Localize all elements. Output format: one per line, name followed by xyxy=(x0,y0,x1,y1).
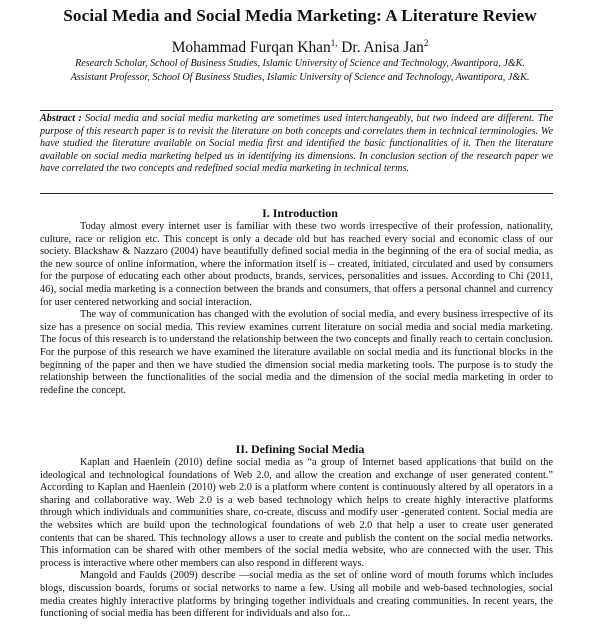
affiliations xyxy=(20,57,580,85)
author-1: Mohammad Furqan Khan xyxy=(171,39,331,57)
defining-social-media-body xyxy=(40,457,553,621)
paragraph: Today almost every internet user is familiar with these two words irrespective of their profession, nationality, culture, race or religion etc. This concept is only a decade old but has reached every social and economic class of our society. Blackshaw & Nazzaro (2004) have beautifully defined social media in the beginning of the era of social media, as the new source of online information, where the information itself is – created, initiated, circulated and used by consumers for the purpose of educating each other about products, brands, services, personalities and issues. According to Chi (2011, 46), social media marketing is a connection between the brands and consumers, that offers a personal channel and currency for user centered networking and social interaction. xyxy=(40,221,553,308)
author-2-superscript: 2 xyxy=(423,38,429,48)
abstract-text: Social media and social media marketing are sometimes used interchangeably, but two indeed are different. The purpose of this research paper is to revisit the literature on both concepts and correlates them in technical terminologies. We have studied the literature available on Social media first and identified the basic functionalities of it. Then the literature available on social media marketing helped us in identifying its dimensions. In conclusion section of the research paper we have correlated the two concepts and redefined social media marketing in technical terms. xyxy=(40,113,553,175)
paragraph: Kaplan and Haenlein (2010) define social media as “a group of Internet based applications that build on the ideological and technological foundations of Web 2.0, and allow the creation and exchange of user generated content.” According to Kaplan and Haenlein (2010) web 2.0 is a platform where content is continuously altered by all operators in a sharing and collaborative way. Web 2.0 is a web based technology which helps to create highly interactive platforms through which individuals and communities share, co-create, discuss and modify user -generated content. Social media are the websites which are build upon the technological foundations of web 2.0 that help a user to create user generated contents that can be shared. This technology allows a user to create and publish the content on the social media networks. This information can be shared with other members of the social media website, who are connected with the user. This process is interactive where other members can also respond in different ways. xyxy=(40,457,553,569)
abstract-label: Abstract : xyxy=(40,113,82,124)
abstract-bottom-rule xyxy=(40,193,553,194)
affiliation-2: Assistant Professor, School Of Business Studies, Islamic University of Science and Technology, Awantipora, J&K. xyxy=(70,72,530,83)
section-heading-introduction: I. Introduction xyxy=(262,206,338,220)
introduction-body xyxy=(40,221,553,397)
paper-title: Social Media and Social Media Marketing: A Literature Review xyxy=(63,6,537,25)
paragraph: Mangold and Faulds (2009) describe —social media as the set of online word of mouth forums which includes blogs, discussion boards, forums or social networks to name a few. Using all mobile and web-based technologies, social media creates highly interactive platforms by bringing together individuals and creating communities. In recent years, the functioning of social media has been different for individuals and also for... xyxy=(40,570,553,620)
author-2: Dr. Anisa Jan xyxy=(337,39,424,57)
section-heading-defining-social-media: II. Defining Social Media xyxy=(235,442,365,456)
abstract xyxy=(40,113,553,176)
paragraph: The way of communication has changed with the evolution of social media, and every business irrespective of its size has a presence on social media. This review examines current literature on social media and social media marketing. The focus of this research is to understand the relationship between the two concepts and finally reach to certain conclusion. For the purpose of this research we have examined the literature available on social media and its functional blocks in the beginning of the paper and then we have studied the dimension social media marketing tools. The purpose is to study the relationship between the functionalities of the social media and the dimension of the social media marketing in order to redefine the concept. xyxy=(40,309,553,396)
abstract-top-rule xyxy=(40,110,553,111)
affiliation-1: Research Scholar, School of Business Studies, Islamic University of Science and Technology, Awantipora, J&K. xyxy=(75,58,525,69)
author-line xyxy=(0,38,600,57)
author-1-superscript: 1, xyxy=(330,38,338,48)
